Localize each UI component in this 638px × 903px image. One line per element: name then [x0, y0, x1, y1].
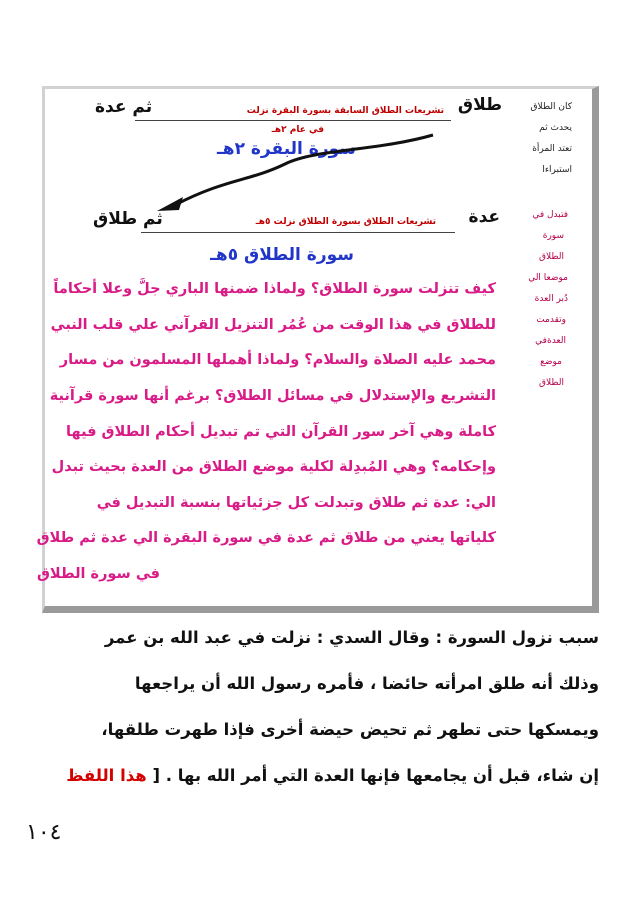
- paragraph-line: كاملة وهي آخر سور القرآن التي تم تبديل أحكام الطلاق فيها: [66, 424, 496, 440]
- side-note-pink: فتبدل في: [532, 210, 568, 220]
- side-note-pink: وتقدمت: [536, 315, 566, 325]
- row2-right-word: عدة: [468, 207, 500, 227]
- bottom-red-text: هذا اللفظ: [66, 766, 147, 785]
- bottom-text-block: [42, 626, 599, 807]
- baqara-label: سورة البقرة ٢هـ: [216, 139, 356, 159]
- side-note-pink: موضعا الي: [528, 273, 568, 283]
- paragraph-line: للطلاق في هذا الوقت من عُمُر التنزيل القرآني علي قلب النبي: [50, 317, 496, 333]
- paragraph-line: في سورة الطلاق: [36, 566, 160, 582]
- paragraph-line: كيف تنزلت سورة الطلاق؟ ولماذا ضمنها الباري جلَّ وعلا أحكاماً: [53, 281, 496, 297]
- content-card: [36, 86, 599, 613]
- row1-right-word: طلاق: [457, 95, 502, 115]
- side-note-pink: دُبر العدة: [534, 294, 568, 304]
- bottom-line: [66, 766, 599, 785]
- bottom-line-text: إن شاء، قبل أن يجامعها فإنها العدة التي أمر الله بها . [: [152, 766, 599, 785]
- bottom-line: سبب نزول السورة : وقال السدي : نزلت في عبد الله بن عمر: [104, 628, 599, 647]
- paragraph-line: الي: عدة ثم طلاق وتبدلت كل جزئياتها بنسبة التبديل في: [96, 495, 496, 511]
- row2-left-word: ثم طلاق: [93, 209, 163, 229]
- side-note: استبراءا: [542, 165, 572, 175]
- paragraph-line: التشريع والإستدلال في مسائل الطلاق؟ برغم أنها سورة قرآنية: [49, 388, 496, 404]
- bottom-line: ويمسكها حتى تطهر ثم تحيض حيضة أخرى فإذا طهرت طلقها،: [101, 720, 599, 739]
- arrow-curve: [175, 135, 433, 205]
- row2-rule: [141, 232, 455, 233]
- row1-year: في عام ٢هـ: [271, 125, 324, 135]
- side-note-pink: الطلاق: [539, 378, 564, 388]
- side-note-pink: موضع: [540, 357, 562, 367]
- paragraph-line: وإحكامه؟ وهي المُبدِلة لكلية موضع الطلاق من العدة بحيث تبدل: [51, 459, 496, 475]
- side-note: كان الطلاق: [530, 102, 572, 112]
- side-note-pink: الطلاق: [539, 252, 564, 262]
- page-number: ١٠٤: [26, 820, 62, 845]
- side-note: يحدث ثم: [539, 123, 572, 133]
- side-note-pink: العدةفي: [535, 336, 566, 346]
- side-note-pink: سورة: [542, 231, 564, 241]
- paragraph-line: كلياتها يعني من طلاق ثم عدة في سورة البقرة الي عدة ثم طلاق: [36, 530, 496, 546]
- talaq-title: سورة الطلاق ٥هـ: [210, 245, 354, 265]
- paragraph-line: محمد عليه الصلاة والسلام؟ ولماذا أهملها المسلمون من مسار: [59, 352, 496, 368]
- side-note: تعتد المرأة: [532, 144, 572, 154]
- row1-caption: تشريعات الطلاق السابقة بسورة البقرة نزلت: [246, 106, 444, 116]
- row1-left-word: ثم عدة: [95, 97, 153, 117]
- row2-caption: تشريعات الطلاق بسورة الطلاق نزلت ٥هـ: [255, 217, 436, 227]
- bottom-line: وذلك أنه طلق امرأته حائضا ، فأمره رسول الله أن يراجعها: [134, 674, 599, 693]
